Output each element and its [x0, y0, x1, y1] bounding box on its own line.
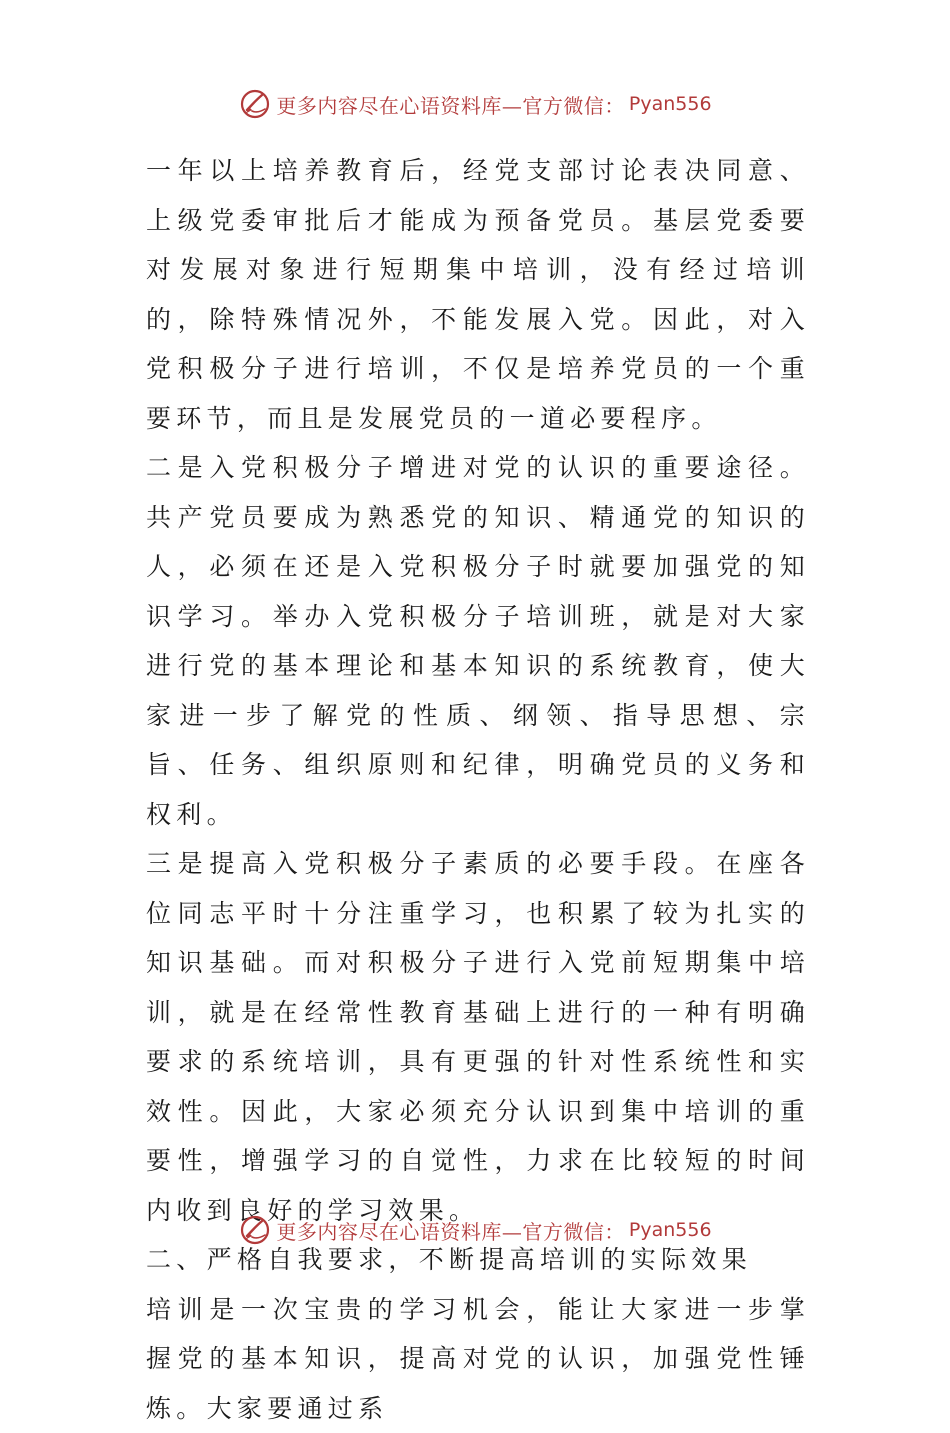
footer-watermark — [0, 1210, 950, 1250]
paragraph: 三是提高入党积极分子素质的必要手段。在座各位同志平时十分注重学习，也积累了较为扎实的知识基础。而对积极分子进行入党前短期集中培训，就是在经常性教育基础上进行的一种有明确要求的系统培训，具有更强的针对性系统性和实效性。因此，大家必须充分认识到集中培训的重要性，增强学习的自觉性，力求在比较短的时间内收到良好的学习效果。 — [146, 839, 810, 1235]
paragraph: 二是入党积极分子增进对党的认识的重要途径。共产党员要成为熟悉党的知识、精通党的知识的人，必须在还是入党积极分子时就要加强党的知识学习。举办入党积极分子培训班，就是对大家进行党的基本理论和基本知识的系统教育，使大家进一步了解党的性质、纲领、指导思想、宗旨、任务、组织原则和纪律，明确党员的义务和权利。 — [146, 443, 810, 839]
pen-logo-icon — [238, 1213, 272, 1247]
watermark-slogan: 更多内容尽在心语资料库—官方微信： — [276, 90, 625, 119]
section-heading: 二、严格自我要求，不断提高培训的实际效果 — [146, 1235, 810, 1285]
watermark-wechat-id: Pyan556 — [629, 93, 712, 115]
watermark-slogan: 更多内容尽在心语资料库—官方微信： — [276, 1216, 625, 1245]
paragraph: 一年以上培养教育后，经党支部讨论表决同意、上级党委审批后才能成为预备党员。基层党委要对发展对象进行短期集中培训，没有经过培训的，除特殊情况外，不能发展入党。因此，对入党积极分子进行培训，不仅是培养党员的一个重要环节，而且是发展党员的一道必要程序。 — [146, 146, 810, 443]
watermark-wechat-id: Pyan556 — [629, 1219, 712, 1241]
pen-logo-icon — [238, 87, 272, 121]
paragraph: 培训是一次宝贵的学习机会，能让大家进一步掌握党的基本知识，提高对党的认识，加强党性锤炼。大家要通过系 — [146, 1285, 810, 1433]
header-watermark — [0, 84, 950, 124]
